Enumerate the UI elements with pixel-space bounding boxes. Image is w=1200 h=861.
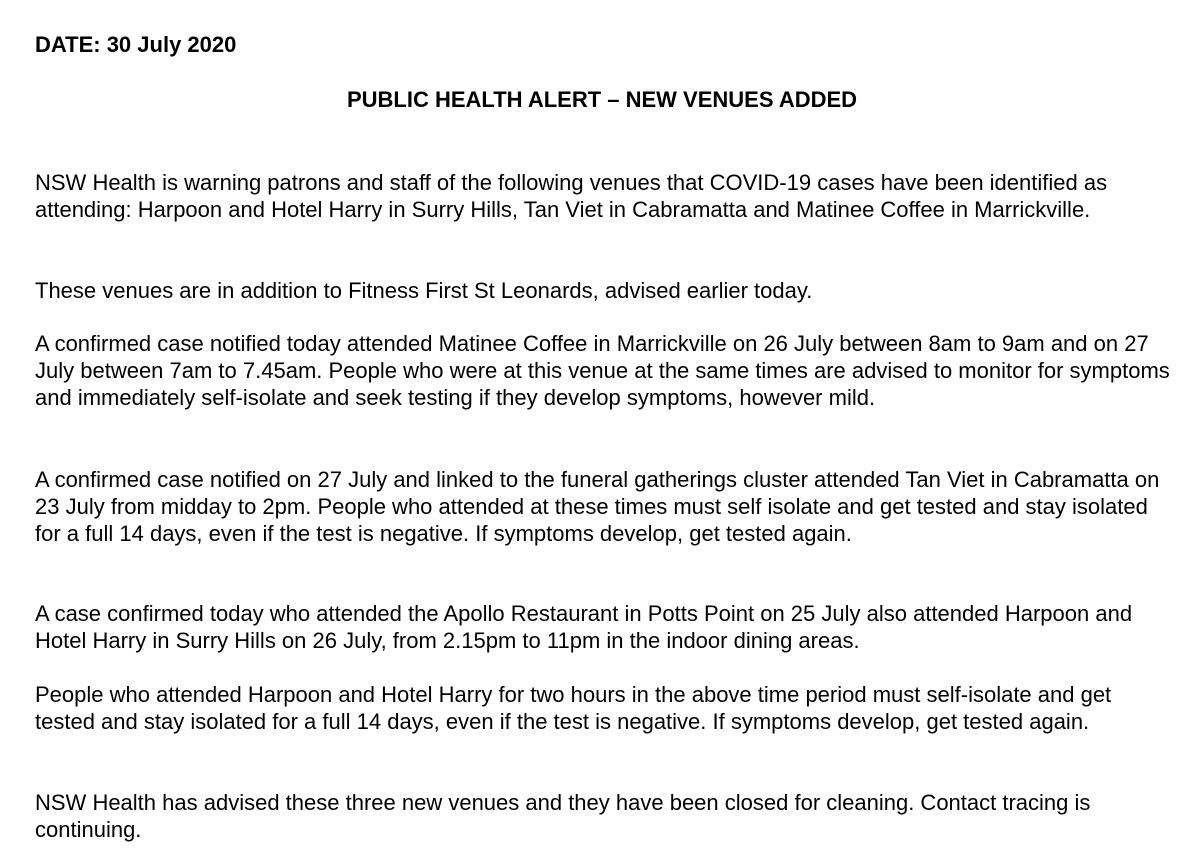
- paragraph-matinee-coffee: A confirmed case notified today attended Matinee Coffee in Marrickville on 26 July between 8am to 9am and on 27 July between 7am to 7.45am. People who were at this venue at the same times are advised to monitor for symptoms and immediately self-isolate and seek testing if they develop symptoms, however mild.: [35, 331, 1170, 410]
- alert-title: PUBLIC HEALTH ALERT – NEW VENUES ADDED: [346, 87, 858, 112]
- paragraph-venues-warning: NSW Health is warning patrons and staff of the following venues that COVID-19 cases have been identified as attending: Harpoon and Hotel Harry in Surry Hills, Tan Viet in Cabramatta and Matinee Coffee in Marrickville.: [35, 170, 1108, 222]
- paragraph-additional-venue: These venues are in addition to Fitness First St Leonards, advised earlier today.: [35, 278, 813, 303]
- paragraph-closed-cleaning: NSW Health has advised these three new venues and they have been closed for cleaning. Contact tracing is continuing.: [35, 790, 1091, 842]
- paragraph-apollo-harpoon: A case confirmed today who attended the Apollo Restaurant in Potts Point on 25 July also attended Harpoon and Hotel Harry in Surry Hills on 26 July, from 2.15pm to 11pm in the indoor dining areas.: [35, 601, 1133, 653]
- paragraph-tan-viet: A confirmed case notified on 27 July and linked to the funeral gatherings cluster attended Tan Viet in Cabramatta on 23 July from midday to 2pm. People who attended at these times must self isolate and get tested and stay isolated for a full 14 days, even if the test is negative. If symptoms develop, get tested again.: [35, 467, 1160, 546]
- date-line: DATE: 30 July 2020: [35, 32, 237, 57]
- paragraph-harpoon-isolation: People who attended Harpoon and Hotel Harry for two hours in the above time period must self-isolate and get tested and stay isolated for a full 14 days, even if the test is negative. If symptoms develop, get tested again.: [35, 682, 1112, 734]
